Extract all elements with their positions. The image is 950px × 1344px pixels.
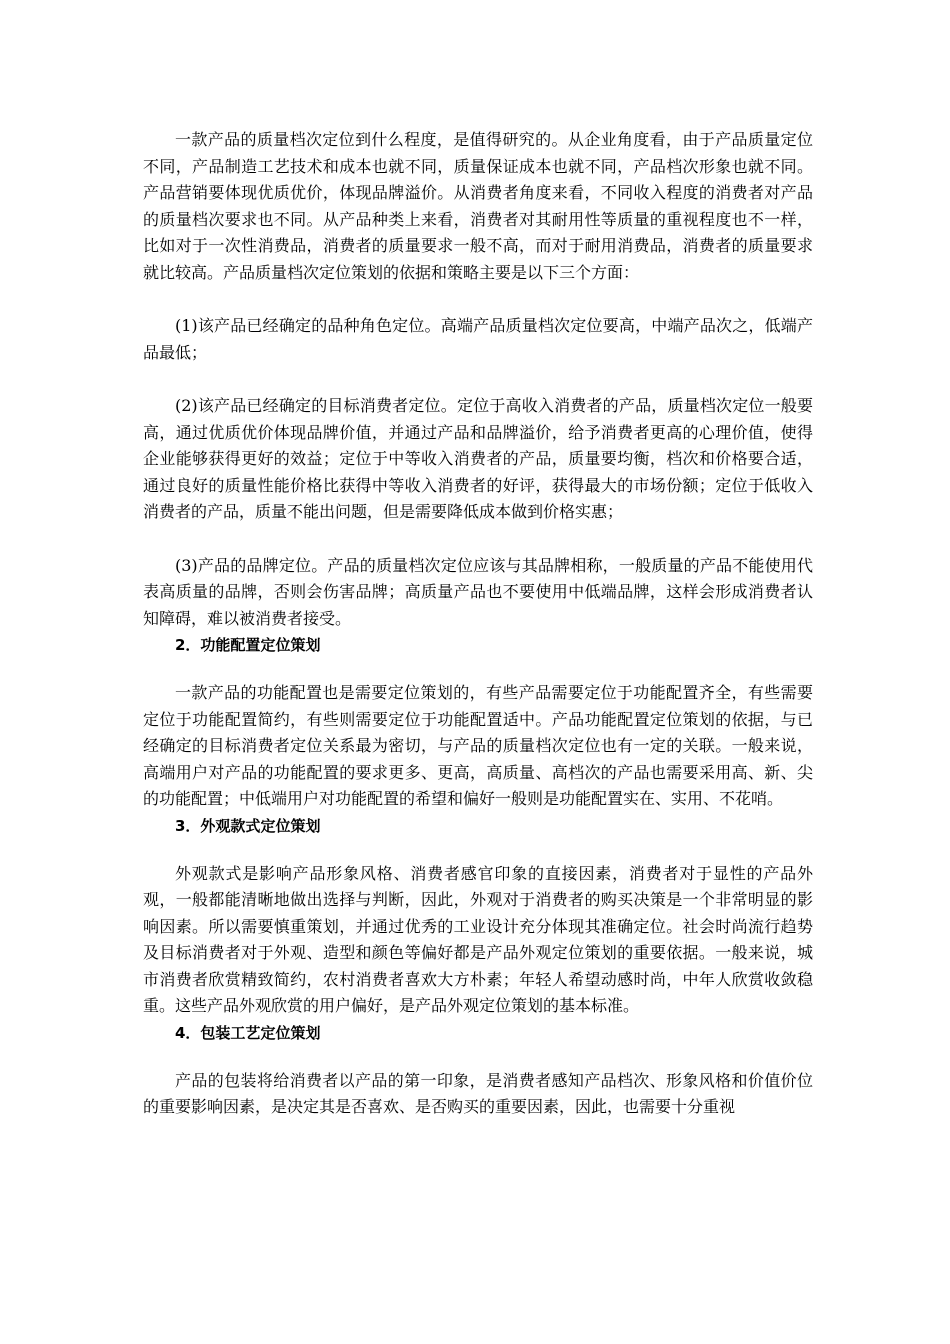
heading-function-config: 2．功能配置定位策划 [175, 636, 321, 654]
paragraph-item-1: (1)该产品已经确定的品种角色定位。高端产品质量档次定位要高，中端产品次之，低端产品最低； [143, 316, 813, 362]
document-body [143, 127, 813, 1121]
paragraph-packaging: 产品的包装将给消费者以产品的第一印象，是消费者感知产品档次、形象风格和价值价位的重要影响因素，是决定其是否喜欢、是否购买的重要因素，因此，也需要十分重视 [143, 1070, 813, 1116]
paragraph-item-3: (3)产品的品牌定位。产品的质量档次定位应该与其品牌相称，一般质量的产品不能使用代表高质量的品牌，否则会伤害品牌；高质量产品也不要使用中低端品牌，这样会形成消费者认知障碍，难以被消费者接受。 [143, 555, 813, 628]
paragraph-quality-positioning: 一款产品的质量档次定位到什么程度，是值得研究的。从企业角度看，由于产品质量定位不同，产品制造工艺技术和成本也就不同，质量保证成本也就不同，产品档次形象也就不同。产品营销要体现优质优价，体现品牌溢价。从消费者角度来看，不同收入程度的消费者对产品的质量档次要求也不同。从产品种类上来看，消费者对其耐用性等质量的重视程度也不一样，比如对于一次性消费品，消费者的质量要求一般不高，而对于耐用消费品，消费者的质量要求就比较高。产品质量档次定位策划的依据和策略主要是以下三个方面： [143, 130, 813, 282]
paragraph-appearance-style: 外观款式是影响产品形象风格、消费者感官印象的直接因素，消费者对于显性的产品外观，一般都能清晰地做出选择与判断，因此，外观对于消费者的购买决策是一个非常明显的影响因素。所以需要慎重策划，并通过优秀的工业设计充分体现其准确定位。社会时尚流行趋势及目标消费者对于外观、造型和颜色等偏好都是产品外观定位策划的重要依据。一般来说，城市消费者欣赏精致简约，农村消费者喜欢大方朴素；年轻人希望动感时尚，中年人欣赏收敛稳重。这些产品外观欣赏的用户偏好，是产品外观定位策划的基本标准。 [143, 863, 813, 1015]
paragraph-item-2: (2)该产品已经确定的目标消费者定位。定位于高收入消费者的产品，质量档次定位一般要高，通过优质优价体现品牌价值，并通过产品和品牌溢价，给予消费者更高的心理价值，使得企业能够获得更好的效益；定位于中等收入消费者的产品，质量要均衡，档次和价格要合适，通过良好的质量性能价格比获得中等收入消费者的好评，获得最大的市场份额；定位于低收入消费者的产品，质量不能出问题，但是需要降低成本做到价格实惠； [143, 396, 813, 521]
paragraph-function-config: 一款产品的功能配置也是需要定位策划的，有些产品需要定位于功能配置齐全，有些需要定位于功能配置简约，有些则需要定位于功能配置适中。产品功能配置定位策划的依据，与已经确定的目标消费者定位关系最为密切，与产品的质量档次定位也有一定的关联。一般来说，高端用户对产品的功能配置的要求更多、更高，高质量、高档次的产品也需要采用高、新、尖的功能配置；中低端用户对功能配置的希望和偏好一般则是功能配置实在、实用、不花哨。 [143, 683, 813, 808]
heading-appearance-style: 3．外观款式定位策划 [175, 816, 321, 835]
heading-packaging: 4．包装工艺定位策划 [175, 1023, 321, 1042]
